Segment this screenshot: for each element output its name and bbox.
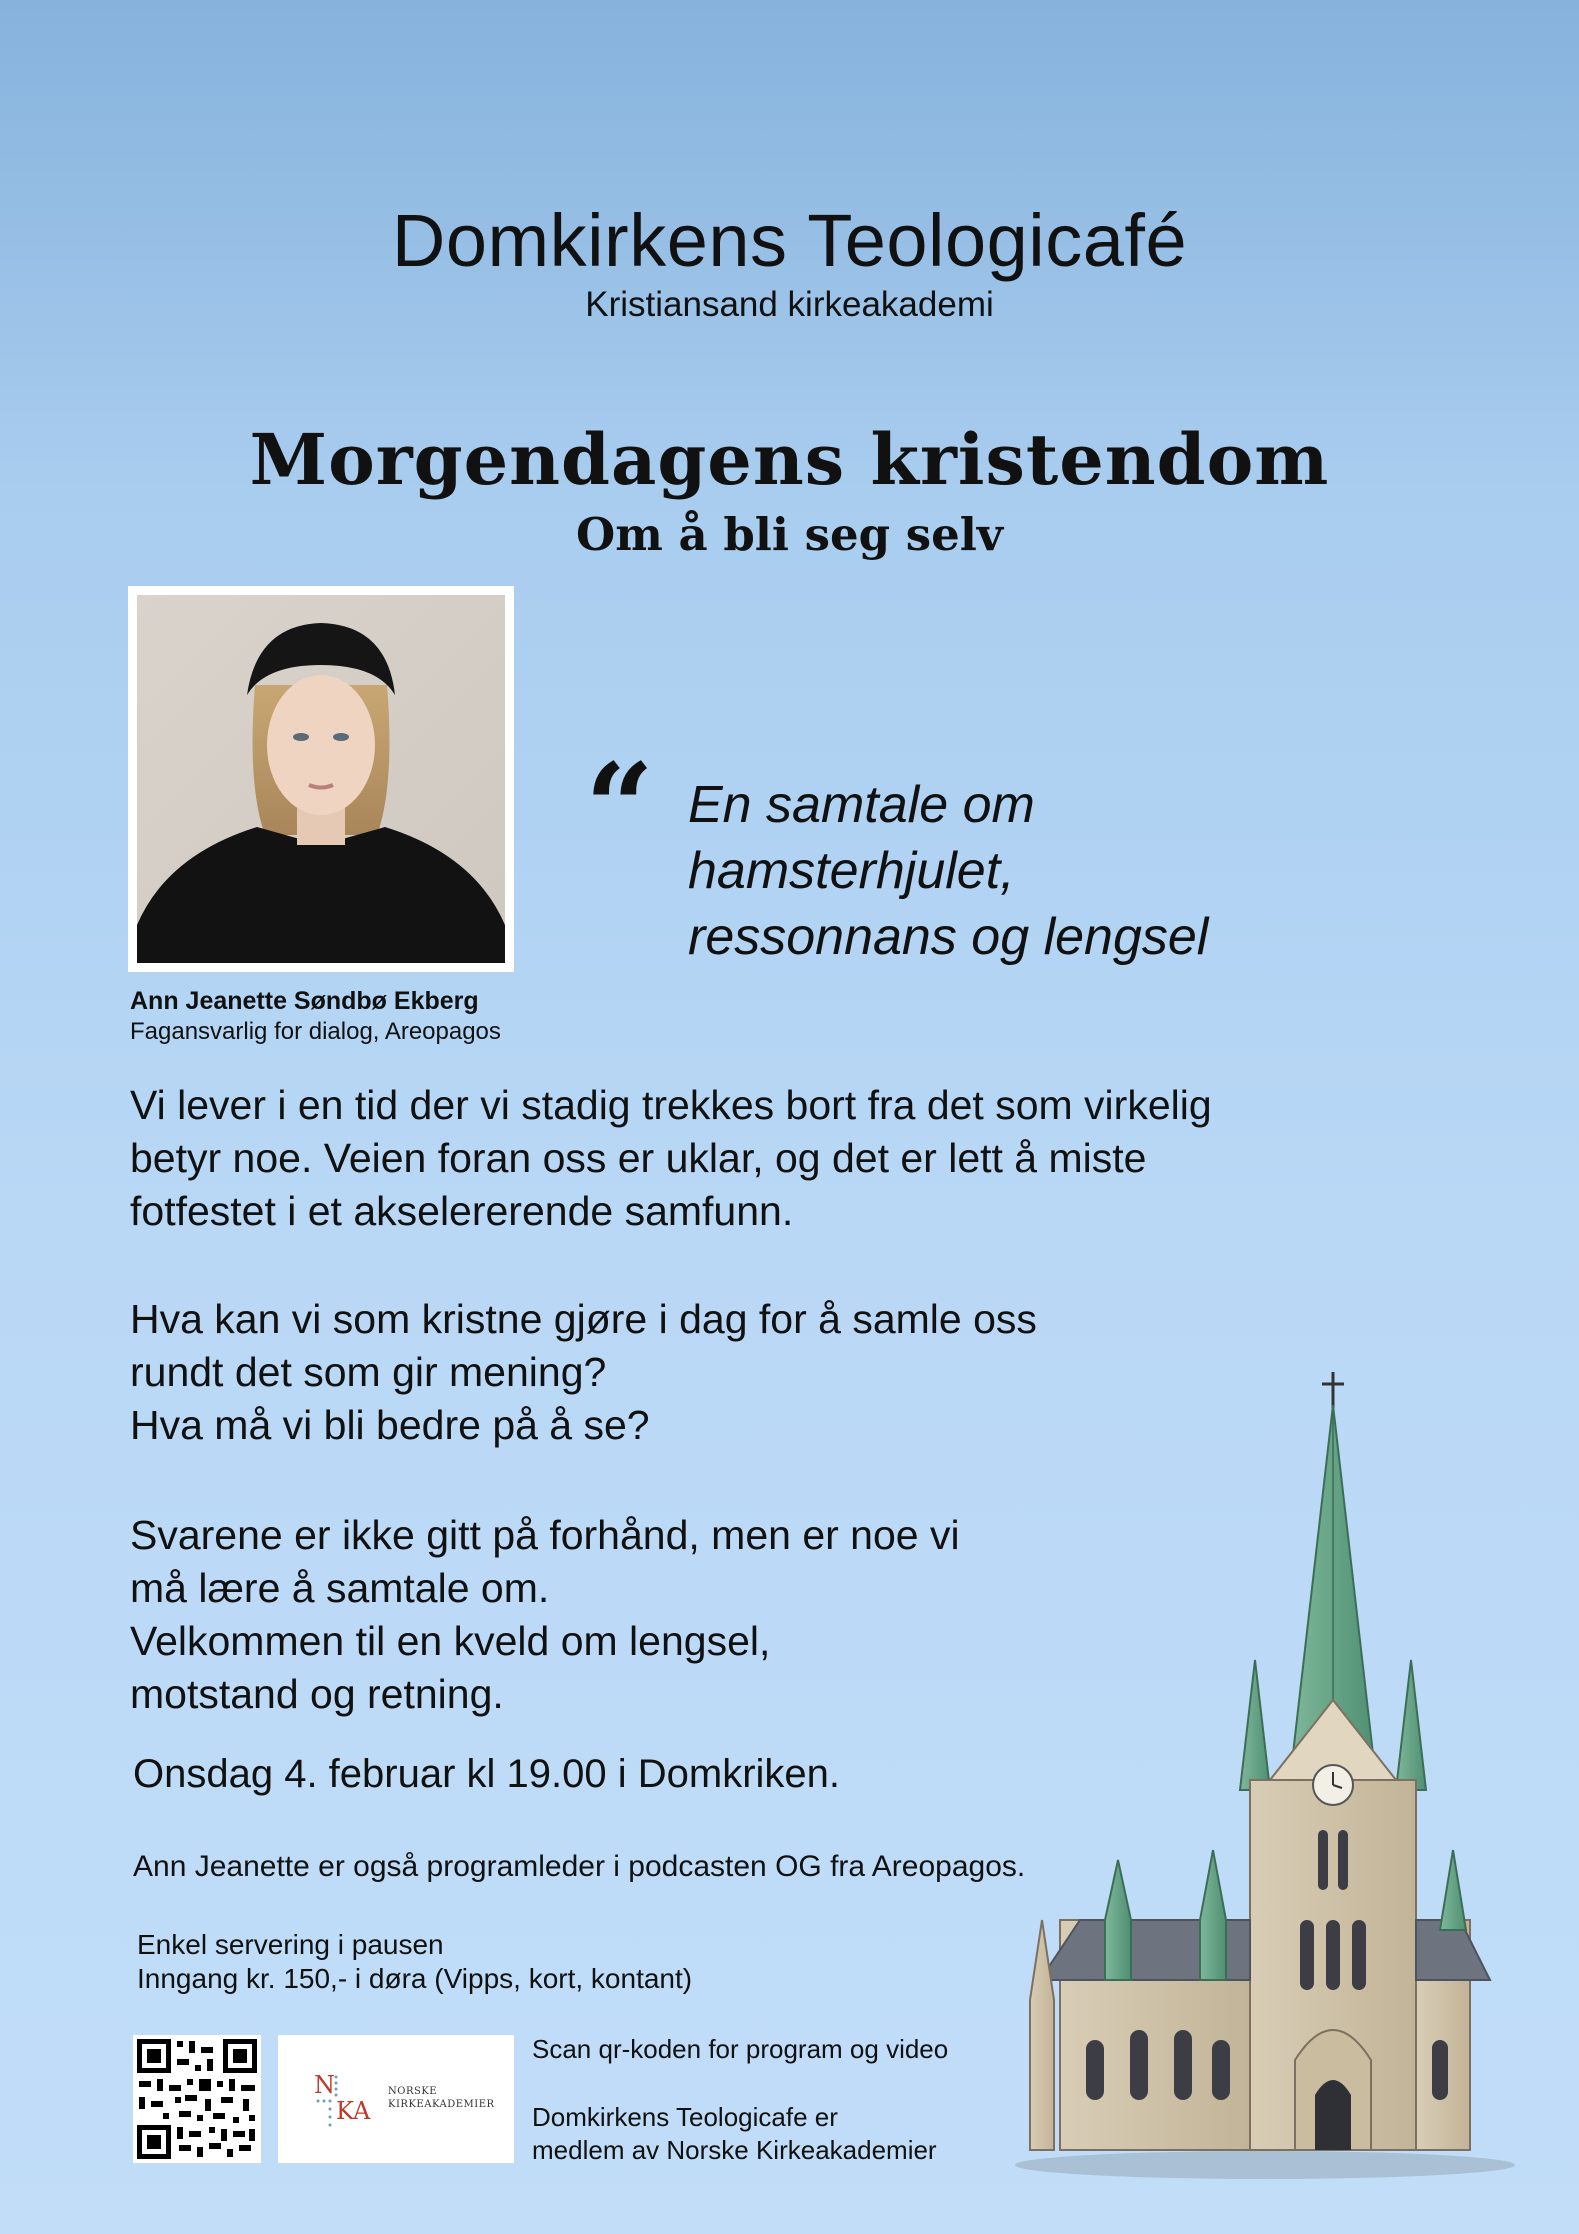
pull-quote <box>688 772 1208 970</box>
qr-code-icon <box>133 2035 261 2163</box>
text-line: betyr noe. Veien foran oss er uklar, og det er lett å miste <box>130 1135 1147 1181</box>
text-line: medlem av Norske Kirkeakademier <box>532 2135 937 2165</box>
cathedral-illustration <box>1000 1360 1520 2185</box>
event-subtitle: Om å bli seg selv <box>576 508 1003 561</box>
text-line: Hva må vi bli bedre på å se? <box>130 1402 650 1448</box>
text-line: fotfestet i et akselererende samfunn. <box>130 1188 794 1234</box>
membership-note <box>532 2101 937 2167</box>
entry-price: Inngang kr. 150,- i døra (Vipps, kort, kontant) <box>137 1963 693 1994</box>
norske-kirkeakademier-logo <box>278 2035 514 2163</box>
speaker-photo <box>128 586 514 972</box>
text-line: Vi lever i en tid der vi stadig trekkes bort fra det som virkelig <box>130 1082 1212 1128</box>
text-line: Svarene er ikke gitt på forhånd, men er noe vi <box>130 1512 960 1558</box>
serving-info: Enkel servering i pausen <box>137 1929 444 1960</box>
logo-wordmark <box>388 2085 495 2111</box>
speaker-role: Fagansvarlig for dialog, Areopagos <box>130 1018 501 1045</box>
text-line: Velkommen til en kveld om lengsel, <box>130 1618 771 1664</box>
logo-text-line: KIRKEAKADEMIER <box>388 2099 495 2110</box>
practical-info <box>137 1928 692 1996</box>
event-date: Onsdag 4. februar kl 19.00 i Domkriken. <box>133 1752 841 1796</box>
event-title: Morgendagens kristendom <box>249 418 1330 501</box>
org-subtitle: Kristiansand kirkeakademi <box>585 285 994 324</box>
scan-note: Scan qr-koden for program og video <box>532 2034 949 2064</box>
text-line: Hva kan vi som kristne gjøre i dag for å samle oss <box>130 1296 1037 1342</box>
nka-logo-mark <box>314 2071 374 2131</box>
text-line: må lære å samtale om. <box>130 1565 550 1611</box>
logo-letter-n: N <box>314 2071 335 2099</box>
text-line: Domkirkens Teologicafe er <box>532 2102 838 2132</box>
text-line: motstand og retning. <box>130 1671 504 1717</box>
quote-line: ressonnans og lengsel <box>688 908 1209 966</box>
quote-line: En samtale om <box>688 776 1035 834</box>
speaker-portrait-image <box>137 595 505 963</box>
speaker-name: Ann Jeanette Søndbø Ekberg <box>130 987 479 1015</box>
intro-paragraph <box>130 1079 1410 1238</box>
quote-mark-icon: “ <box>585 737 655 878</box>
logo-letters-ka: KA <box>336 2097 371 2125</box>
cathedral-icon <box>1000 1360 1520 2180</box>
logo-dots-icon <box>314 2071 374 2131</box>
qr-code[interactable] <box>133 2035 261 2163</box>
org-title: Domkirkens Teologicafé <box>391 199 1188 282</box>
quote-line: hamsterhjulet, <box>688 842 1015 900</box>
podcast-note: Ann Jeanette er også programleder i podcasten OG fra Areopagos. <box>133 1850 1026 1883</box>
text-line: rundt det som gir mening? <box>130 1349 607 1395</box>
logo-text-line: NORSKE <box>388 2086 438 2097</box>
